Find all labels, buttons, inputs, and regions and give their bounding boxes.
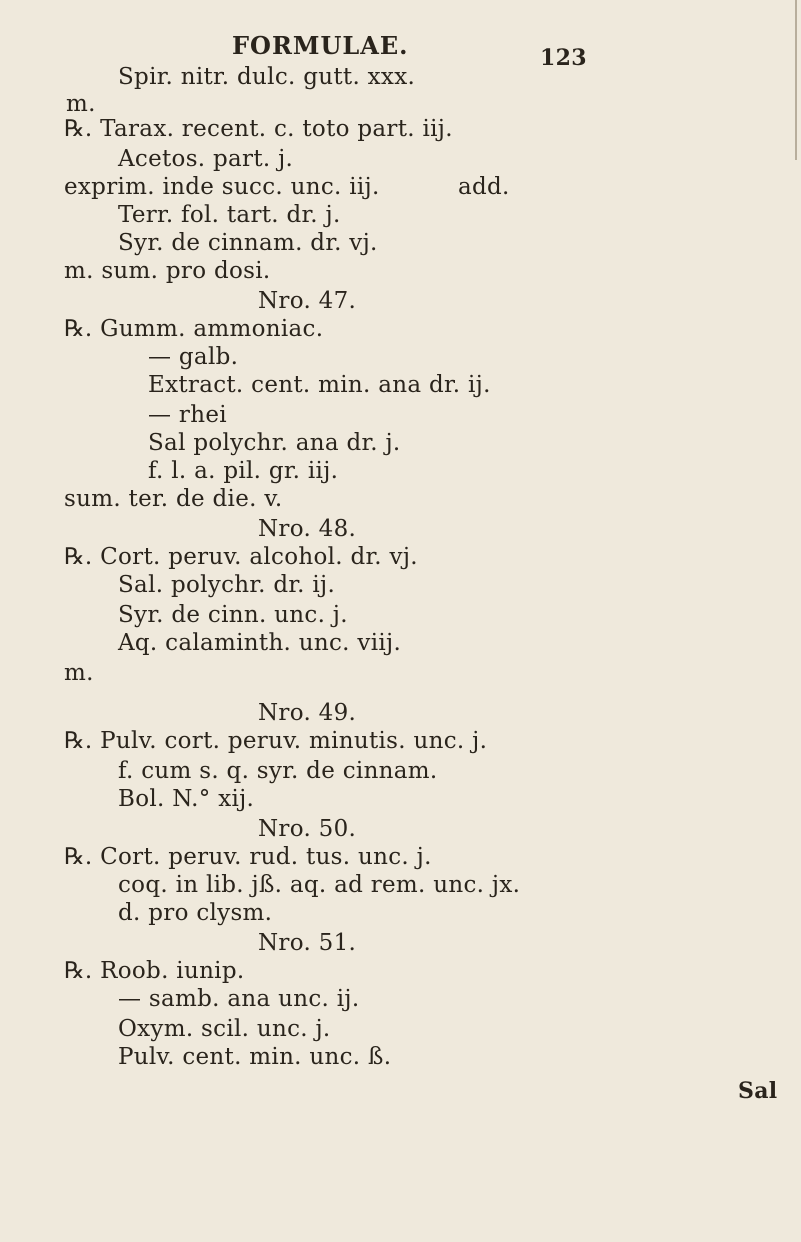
text-line: Sal. polychr. dr. ij. xyxy=(118,572,336,598)
text-line: Sal polychr. ana dr. j. xyxy=(148,430,401,456)
prescription-number: Nro. 48. xyxy=(258,516,357,542)
prescription-number: Nro. 51. xyxy=(258,930,357,956)
text-line: sum. ter. de die. v. xyxy=(64,486,283,512)
prescription-number: Nro. 50. xyxy=(258,816,357,842)
text-line: Extract. cent. min. ana dr. ij. xyxy=(148,372,491,398)
page-edge xyxy=(795,0,797,160)
text-line: Acetos. part. j. xyxy=(118,146,294,172)
text-line: Oxym. scil. unc. j. xyxy=(118,1016,331,1042)
text-line: d. pro clysm. xyxy=(118,900,273,926)
text-line: Syr. de cinnam. dr. vj. xyxy=(118,230,378,256)
text-line: Spir. nitr. dulc. gutt. xxx. xyxy=(118,64,416,90)
text-line: m. sum. pro dosi. xyxy=(64,258,271,284)
text-line: f. l. a. pil. gr. iij. xyxy=(148,458,339,484)
prescription-number: Nro. 47. xyxy=(258,288,357,314)
running-header: FORMULAE. xyxy=(232,31,409,60)
text-line: ℞. Cort. peruv. rud. tus. unc. j. xyxy=(64,844,432,870)
text-line: ℞. Pulv. cort. peruv. minutis. unc. j. xyxy=(64,728,488,754)
text-line: — samb. ana unc. ij. xyxy=(118,986,360,1012)
page-number: 123 xyxy=(540,45,587,71)
text-line: Pulv. cent. min. unc. ß. xyxy=(118,1044,392,1070)
text-line: — rhei xyxy=(148,402,227,428)
text-line: — galb. xyxy=(148,344,239,370)
text-line: ℞. Gumm. ammoniac. xyxy=(64,316,324,342)
prescription-number: Nro. 49. xyxy=(258,700,357,726)
text-line: Bol. N.° xij. xyxy=(118,786,255,812)
catchword: Sal xyxy=(738,1078,778,1104)
text-line: Syr. de cinn. unc. j. xyxy=(118,602,348,628)
text-line: ℞. Cort. peruv. alcohol. dr. vj. xyxy=(64,544,418,570)
text-line: Terr. fol. tart. dr. j. xyxy=(118,202,341,228)
text-line: coq. in lib. jß. aq. ad rem. unc. jx. xyxy=(118,872,521,898)
text-line: exprim. inde succ. unc. iij. xyxy=(64,174,380,200)
text-line: ℞. Roob. iunip. xyxy=(64,958,245,984)
text-line: m. xyxy=(64,660,94,686)
text-line: Aq. calaminth. unc. viij. xyxy=(118,630,402,656)
text-line: f. cum s. q. syr. de cinnam. xyxy=(118,758,438,784)
text-line: ℞. Tarax. recent. c. toto part. iij. xyxy=(64,116,453,142)
text-line: m. xyxy=(66,91,96,117)
text-line: add. xyxy=(458,174,510,200)
